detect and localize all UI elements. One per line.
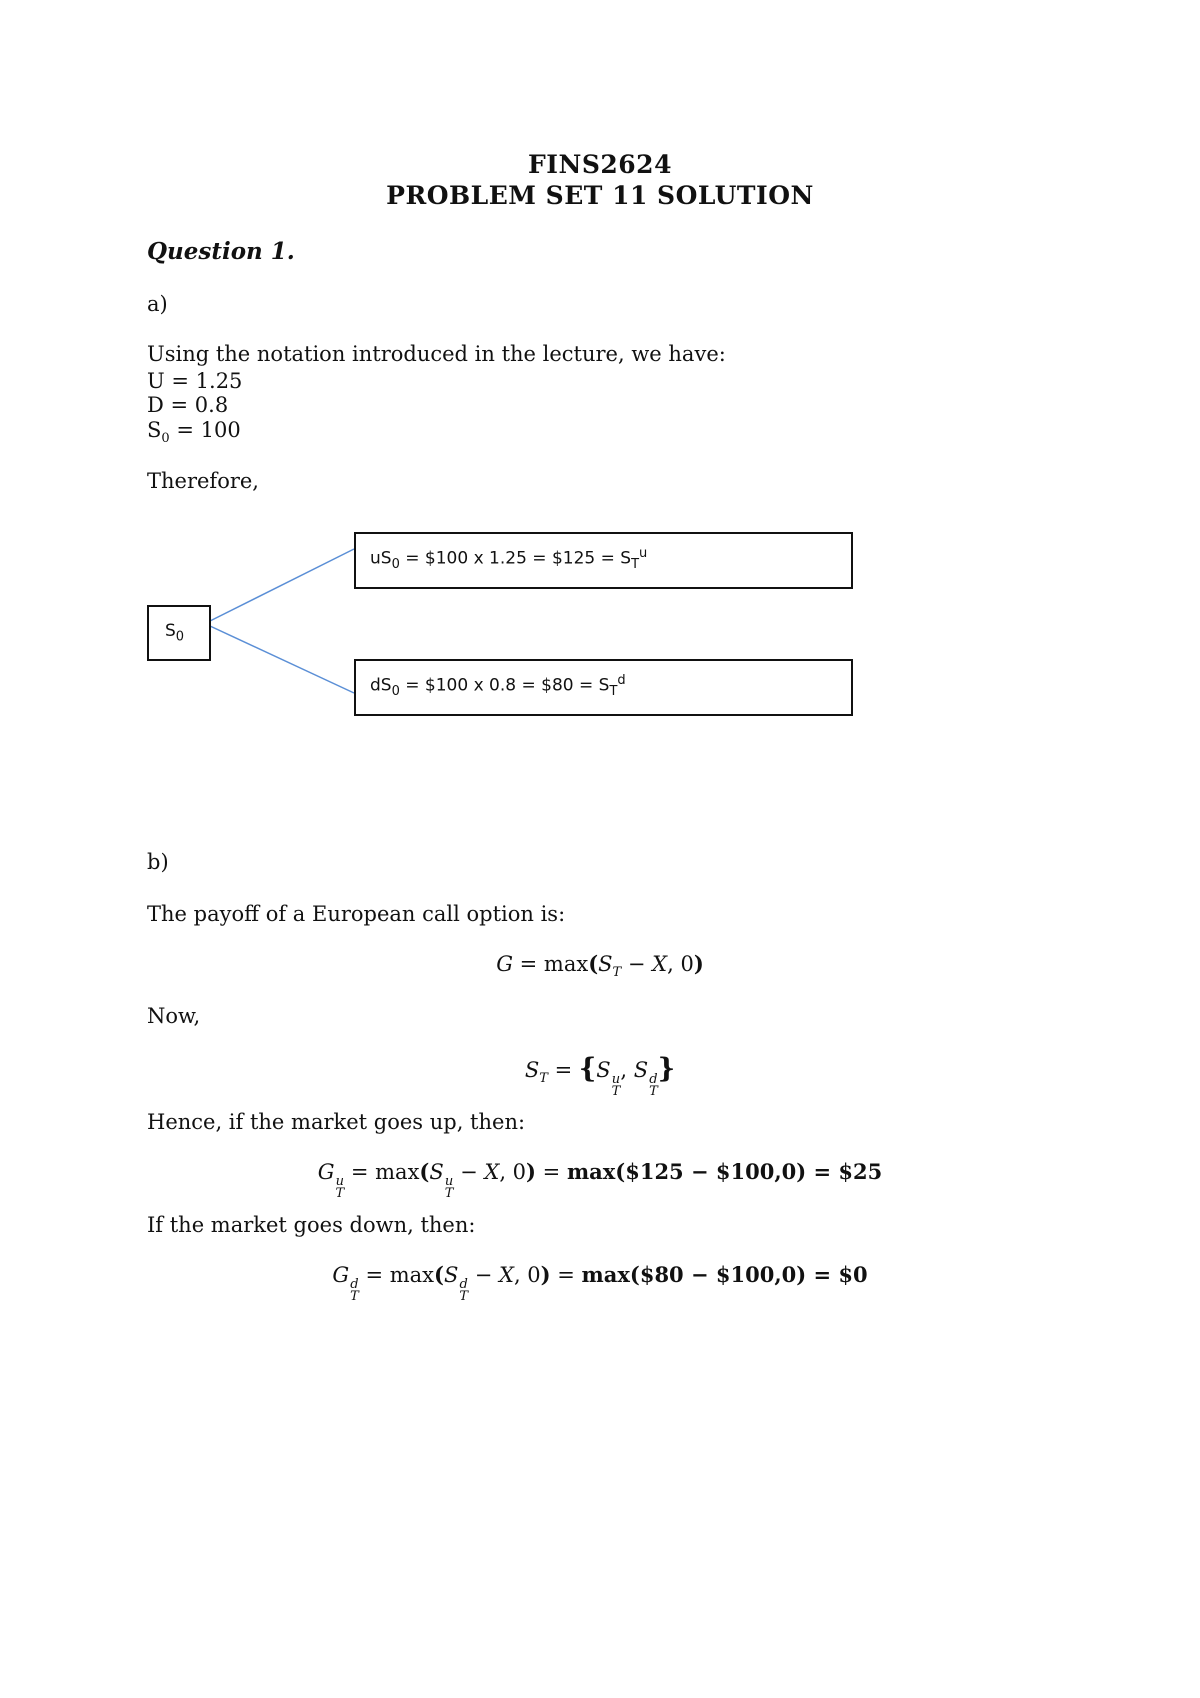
hence-text: Hence, if the market goes up, then: <box>147 1110 526 1134</box>
course-code: FINS2624 <box>528 150 672 179</box>
tree-down-node <box>354 659 853 716</box>
up-node-text: $uS_0$ = $100 x 1.25 = $125 = $S_T^u$ <box>370 546 648 573</box>
if-down-text: If the market goes down, then: <box>147 1213 476 1237</box>
part-b-intro: The payoff of a European call option is: <box>147 902 566 926</box>
question-heading: Question 1. <box>147 238 295 265</box>
payoff-down-equation: G d T = max(S d T − X, 0) = max($80 − $100,0) = $0 <box>332 1262 868 1304</box>
page-title: PROBLEM SET 11 SOLUTION <box>386 181 814 210</box>
down-node-text: $dS_0$ = $100 x 0.8 = $80 = $S_T^d$ <box>370 673 626 700</box>
param-d: D = 0.8 <box>147 393 229 417</box>
part-a-intro: Using the notation introduced in the lecture, we have: <box>147 342 726 366</box>
part-b-label: b) <box>147 850 169 874</box>
payoff-up-equation: G u T = max(S u T − X, 0) = max($125 − $100,0) = $25 <box>317 1159 883 1201</box>
part-a-label: a) <box>147 292 168 316</box>
root-label: $S_0$ <box>165 621 185 645</box>
tree-root-node <box>147 605 211 661</box>
param-u: U = 1.25 <box>147 369 243 393</box>
payoff-equation: $G = \max(S_T - X$, 0) <box>496 951 704 981</box>
tree-line-down <box>210 626 354 693</box>
tree-line-up <box>210 549 354 621</box>
therefore-text: Therefore, <box>147 469 259 493</box>
tree-up-node <box>354 532 853 589</box>
param-s0: $S_0 = 100$ <box>147 418 241 447</box>
st-set-equation: $S_T = \{S$ u T , S d T } <box>524 1053 676 1099</box>
now-text: Now, <box>147 1004 201 1028</box>
